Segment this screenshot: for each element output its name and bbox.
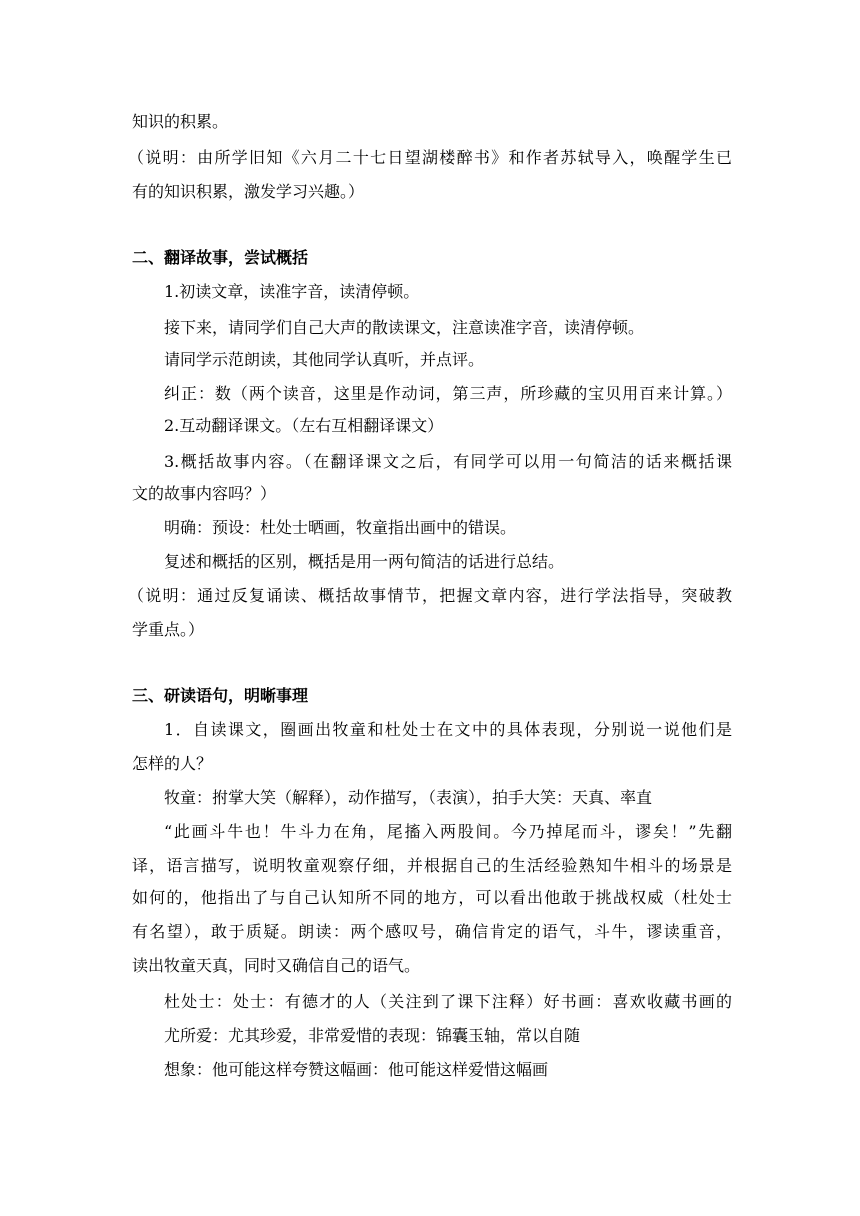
paragraph: 文的故事内容吗？） (132, 484, 277, 503)
note-line: （说明：通过反复诵读、概括故事情节，把握文章内容，进行学法指导，突破教 (128, 586, 732, 605)
paragraph: 读出牧童天真，同时又确信自己的语气。 (132, 956, 421, 975)
section-heading: 三、研读语句，明晰事理 (132, 686, 309, 705)
paragraph: “此画斗牛也！牛斗力在角，尾搐入两股间。今乃掉尾而斗，谬矣！”先翻 (164, 822, 732, 841)
paragraph: 接下来，请同学们自己大声的散读课文，注意读准字音，读清停顿。 (164, 318, 645, 337)
note-line: （说明：由所学旧知《六月二十七日望湖楼醉书》和作者苏轼导入，唤醒学生已 (128, 148, 732, 167)
paragraph: 1．自读课文，圈画出牧童和杜处士在文中的具体表现，分别说一说他们是 (164, 720, 732, 739)
note-line: 有的知识积累，激发学习兴趣。） (132, 182, 365, 201)
paragraph: 如何的，他指出了与自己认知所不同的地方，可以看出他敢于挑战权威（杜处士 (132, 888, 732, 907)
paragraph: 1.初读文章，读准字音，读清停顿。 (164, 282, 420, 301)
paragraph: 想象：他可能这样夸赞这幅画：他可能这样爱惜这幅画 (164, 1060, 549, 1079)
paragraph: 复述和概括的区别，概括是用一两句简洁的话进行总结。 (164, 552, 565, 571)
paragraph: 怎样的人？ (132, 754, 213, 773)
paragraph: 3.概括故事内容。（在翻译课文之后，有同学可以用一句简洁的话来概括课 (164, 452, 732, 471)
section-heading: 二、翻译故事，尝试概括 (132, 248, 309, 267)
paragraph: 2.互动翻译课文。（左右互相翻译课文） (164, 416, 444, 435)
paragraph: 明确：预设：杜处士晒画，牧童指出画中的错误。 (164, 518, 517, 537)
paragraph: 杜处士：处士：有德才的人（关注到了课下注释）好书画：喜欢收藏书画的 (164, 992, 732, 1011)
note-line: 学重点。） (132, 620, 205, 639)
paragraph: 尤所爱：尤其珍爱，非常爱惜的表现：锦囊玉轴，常以自随 (164, 1026, 581, 1045)
paragraph: 纠正：数（两个读音，这里是作动词，第三声，所珍藏的宝贝用百来计算。） (164, 384, 732, 403)
paragraph: 请同学示范朗读，其他同学认真听，并点评。 (164, 350, 485, 369)
paragraph: 牧童：拊掌大笑（解释），动作描写，（表演），拍手大笑：天真、率直 (164, 788, 653, 807)
paragraph: 有名望），敢于质疑。朗读：两个感叹号，确信肯定的语气，斗牛，谬读重音， (132, 922, 732, 941)
paragraph: 译，语言描写，说明牧童观察仔细，并根据自己的生活经验熟知牛相斗的场景是 (132, 856, 732, 875)
paragraph-continued: 知识的积累。 (132, 112, 229, 131)
